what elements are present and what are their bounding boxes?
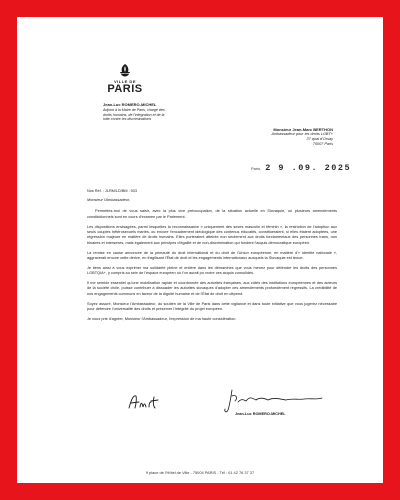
reference-number: Nos Réf. : JLRM/LD/BM : 503 (87, 189, 138, 193)
recipient-address-line: 37 quai d'Orsay (306, 137, 333, 141)
body-paragraph: La remise en cause annoncée de la primauté du droit international et du droit de l'Union européenne, en matière d'« identité nationale », aggraverait encore cette dérive, en fragilisant l'État de droit et les engagements internationaux auxquels la Slovaquie est tenue. (87, 250, 337, 261)
recipient-block (223, 127, 333, 147)
signer-name: Jean-Luc ROMERO-MICHEL (235, 412, 286, 416)
body-paragraph: Permettez-moi de vous saisir, avec la plus vive préoccupation, de la situation actuelle en Slovaquie, où plusieurs amendements constitutionnels sont en cours d'examen par le Parlement. (87, 209, 337, 219)
letter-body (87, 198, 337, 327)
letter-page (17, 17, 383, 483)
sender-name: Jean-Luc ROMERO-MICHEL (103, 102, 157, 107)
handwritten-initials (127, 393, 167, 416)
paris-ship-icon (117, 63, 133, 78)
body-paragraph: Je vous prie d'agréer, Monsieur l'Ambassadeur, l'expression de ma haute considération. (87, 316, 237, 321)
recipient-name: Monsieur Jean-Marc BERTHON (273, 127, 333, 132)
body-paragraph: Il me semble essentiel qu'une mobilisation rapide et coordonnée des autorités françaises, aux côtés des institutions européennes et des acteurs de la société civile, puisse contribuer à dissuader les autorités slovaques d'adopter ces amendements profondément régressifs. La crédibilité de nos engagements communs en faveur de la dignité humaine et de l'État de droit en dépend. (87, 281, 337, 296)
sender-role-line: lutte contre les discriminations (103, 117, 152, 122)
recipient-role: Ambassadeur pour les droits LGBT+ (271, 132, 333, 136)
date-city: Paris, (251, 166, 262, 171)
sender-role-line: Adjoint à la Maire de Paris, chargé des (103, 107, 165, 112)
body-paragraph: Soyez assuré, Monsieur l'Ambassadeur, du soutien de la Ville de Paris dans cette vigilance et dans toute initiative que vous jugerez nécessaire pour défendre l'universalité des droits et préserver l'intégrité du projet européen. (87, 301, 337, 312)
footer-address: 9 place de l'Hôtel de Ville - 75004 PARIS - Tél : 01 42 76 37 37 (145, 470, 255, 475)
logo-ville-label: VILLE DE (113, 79, 136, 84)
body-paragraph: Les dispositions envisagées, parmi lesquelles la reconnaissance « uniquement des sexes masculin et féminin », la restriction de l'adoption aux seuls couples hétérosexuels mariés, ou encore l'encadrement idéologique des contenus éducatifs, constitueraient, si elles étaient adoptées, une régression majeure en matière de droits humains. Elles porteraient atteinte non seulement aux droits fondamentaux des personnes trans, non binaires et intersexes, mais également aux principes d'égalité et de non-discrimination qui fondent l'acquis démocratique européen. (87, 224, 337, 245)
body-paragraph: Je tiens ainsi à vous exprimer ma solidarité pleine et entière dans les démarches que vous menez pour défendre les droits des personnes LGBTQIA+, y compris au sein de l'espace européen où l'on aurait pu croire ces acquis consolidés. (87, 265, 337, 276)
logo-paris-label: PARIS (107, 83, 143, 95)
date-stamp: 2 9 .09. 2025 (265, 163, 352, 173)
sender-role-line: droits humains, de l'intégration et de la (103, 112, 165, 117)
letter-date (251, 163, 351, 173)
sender-block (103, 103, 198, 122)
salutation: Monsieur l'Ambassadeur, (87, 198, 131, 202)
recipient-address-line: 75007 Paris (312, 142, 333, 146)
paris-logo (105, 63, 145, 95)
